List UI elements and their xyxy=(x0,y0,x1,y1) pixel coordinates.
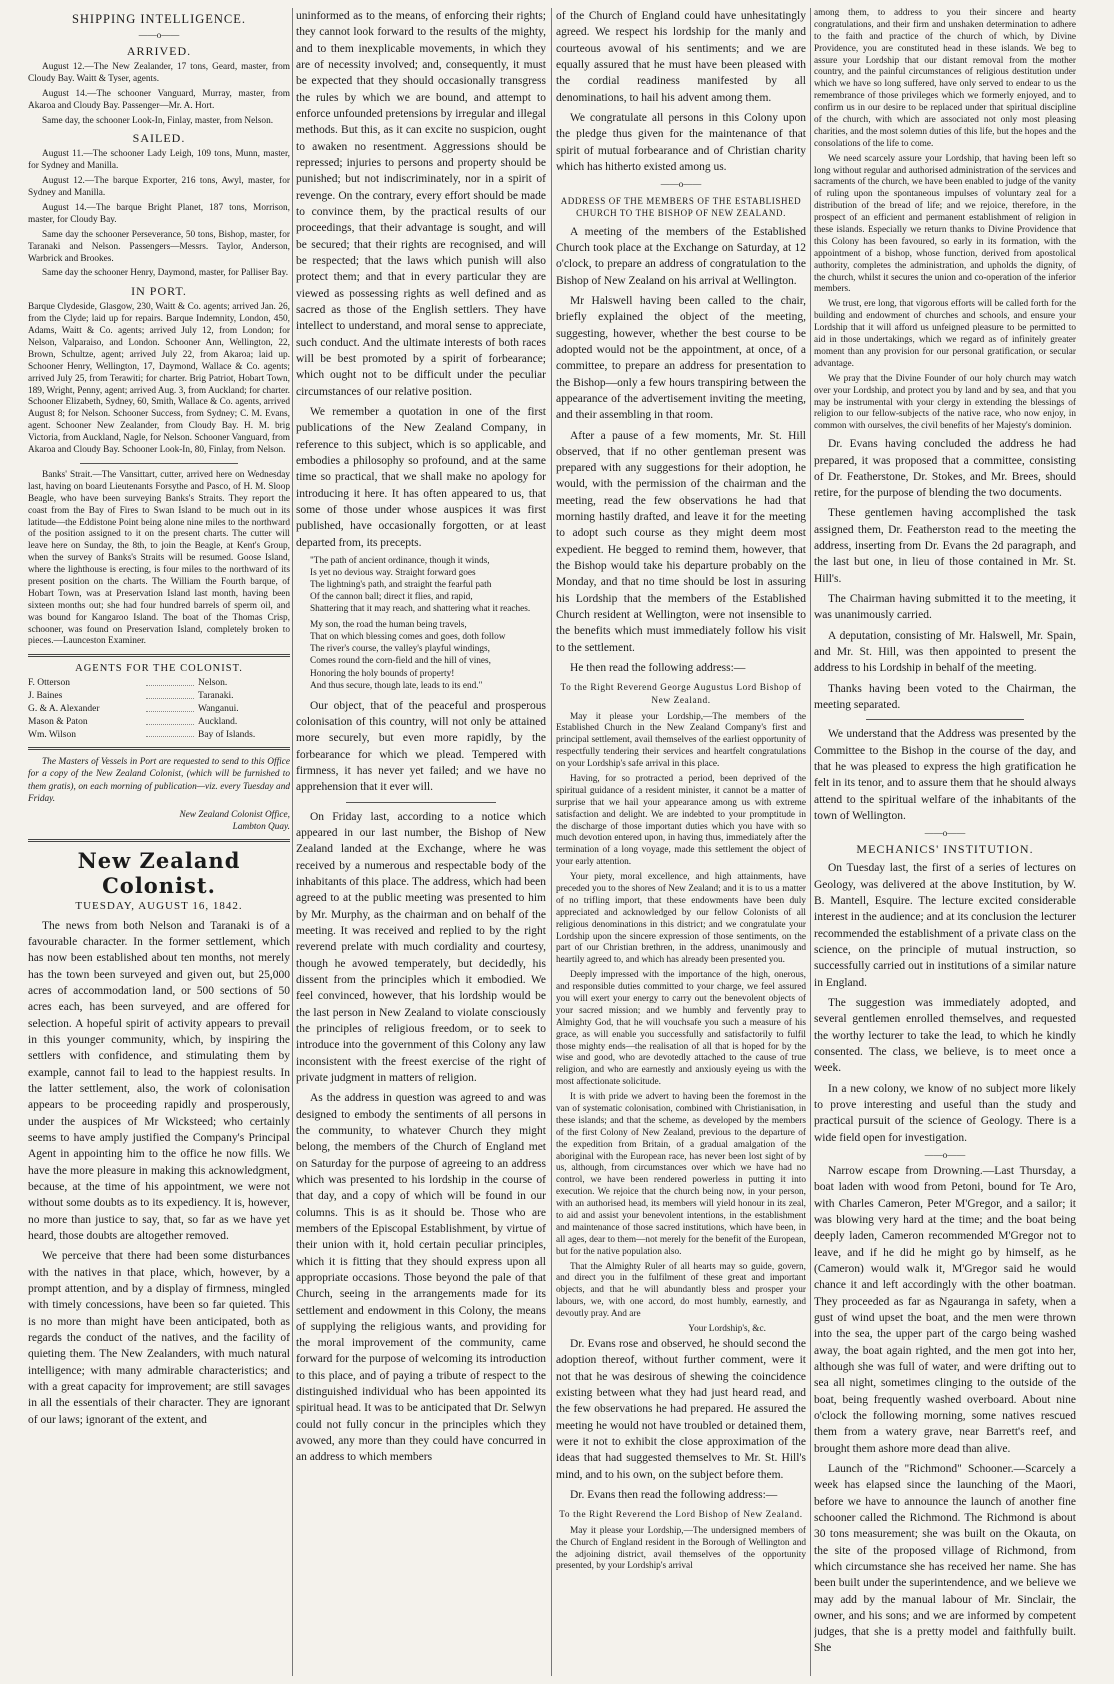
poem-line: Is yet no devious way. Straight forward goes xyxy=(310,567,476,578)
meeting-paragraph: Dr. Evans rose and observed, he should second the adoption thereof, without further comment, were it not that he was desirous of shewing the coincidence existing between what they had just heard read, and the few observations he had prepared. He assured the meeting he would not have troubled or detained them, were it not to exhibit the close approximation of the ideas that had suggested themselves to Mr. St. Hill's mind, and to his own, on the subject before them. xyxy=(556,1337,806,1481)
poem-line: "The path of ancient ordinance, though it winds, xyxy=(310,555,490,566)
heavy-rule xyxy=(28,839,290,842)
address-text-2 xyxy=(556,1526,806,1574)
meeting-paragraph: Thanks having been voted to the Chairman, the meeting separated. xyxy=(814,682,1076,712)
poem-line: Shattering that it may reach, and shattering what it reaches. xyxy=(310,604,531,615)
divider-rule xyxy=(80,463,237,464)
in-port-text: Barque Clydeside, Glasgow, 230, Waitt & Co. agents; arrived Jan. 26, from the Clyde; laid up for repairs. Barque Indemnity, London, 450, Adams, Waitt & Co. agents; arrived July 12, from London; for Nelson, Valparaiso, and London. Schooner Ann, Wellington, 22, Brown, Schultze, agent; arrived July 22, from Akaroa; laid up. Schooner Henry, Wellington, 17, Daymond, Wallace & Co. agents; arrived July 25, from Terawiti; for charter. Brig Patriot, Hobart Town, 189, Wright, Penny, agent; arrived Aug. 3, from Auckland; for charter. Schooner Elizabeth, Sydney, 60, Smith, Wallace & Co. agents, arrived August 8; for Nelson. Schooner Success, from Sydney; C. M. Evans, agent. Schooner New Zealander, from Cloudy Bay. H. M. brig Victoria, from Auckland, Nagle, for Nelson. Schooner Vanguard, from Akaroa and Cloudy Bay. Schooner Look-In, 80, Finlay, from Nelson. xyxy=(28,302,290,456)
agent-row xyxy=(28,677,290,690)
address-paragraph: We pray that the Divine Founder of our holy church may watch over your Lordship, and protect you by land and by sea, and that you may be instrumental with your clergy in extending the blessings of religion to our fellow-subjects of the native race, who now enjoy, in common with ourselves, the civil benefits of her Majesty's dominion. xyxy=(814,373,1076,432)
divider-rule xyxy=(866,719,1023,720)
agent-name: Wm. Wilson xyxy=(28,729,76,740)
editorial-paragraph: uninformed as to the means, of enforcing their rights; they cannot look forward to the results of the mighty, and to them inexplicable movements, in which they are of necessity involved; and, consequently, it must be expected that they should occasionally transgress the rules by which we are bound, and attempt to enforce unfounded pretensions by irregular and illegal methods. But this, as it can excite no suspicion, ought to awaken no resentment. Aggressions should be repressed; injuries to persons and property should be punished; but not indiscriminately, nor in a spirit of revenge. On the contrary, every effort should be made to convince them, by the practical results of our proceedings, that their advantage is sought, and will be secured; that their rights are recognised, and will be respected; that the laws which punish will also protect them; and that in every particular they are viewed as possessing rights as well defined and as sacred as those of the English settlers. They have intellect to understand, and moral sense to appreciate, such conduct. And the ultimate interests of both races will be best promoted by a spirit of forbearance; which ought not to be difficult under the peculiar circumstances of our relative position. xyxy=(296,10,546,398)
poem-line: My son, the road the human being travels, xyxy=(310,620,467,631)
poem-line: That on which blessing comes and goes, doth follow xyxy=(310,632,506,643)
agent-place: Auckland. xyxy=(198,716,238,727)
divider: ——o—— xyxy=(660,179,702,190)
editorial-paragraph: We perceive that there had been some disturbances with the natives in that place, which, however, by a prompt attention, and by a display of firmness, mingled with timely concessions, have been so far quieted. This is no more than might have been anticipated, both as regards the conduct of the natives, and the facility of quieting them. The New Zealanders, with much natural intelligence; with many admirable characteristics; and with a great capacity for improvement; are still savages in all the essentials of their character. They are ignorant of our laws; ignorant of the extent, and xyxy=(28,1250,290,1426)
address-paragraph: We trust, ere long, that vigorous efforts will be called forth for the building and endowment of churches and schools, and ensure your Lordship that it will afford us unfeigned pleasure to be permitted to aid in those undertakings, which we regard as of infinitely greater moment than any provision for our personal gratification, or secular advantage. xyxy=(814,299,1076,369)
address-paragraph: Your piety, moral excellence, and high attainments, have preceded you to the shores of New Zealand; and it is to us a matter of no trifling import, that these endowments have been duly appreciated and acknowledged by our fellow Colonists of all religious denominations in this district; and we congratulate your Lordship upon the sincere expression of those sentiments, on the part of our Christian brethren, in the address, unanimously and heartily agreed to, and which has already been presented you. xyxy=(556,872,806,966)
sailed-item: August 11.—The schooner Lady Leigh, 109 tons, Munn, master, for Sydney and Manilla. xyxy=(28,149,290,172)
news-item: Narrow escape from Drowning.—Last Thursday, a boat laden with wood from Petoni, bound for Te Aro, with Charles Cameron, Peter M'Gregor, and a sailor; it was blowing very hard at the time; and the boat being deeply laden, Cameron recommended M'Gregor not to leave, and if he did he might go by himself, as he (Cameron) would walk it, M'Gregor said he would chance it and left accordingly with the other boatman. They proceeded as far as Ngauranga in safety, when a gust of wind upset the boat, and the men were thrown into the sea, the upper part of the cargo being washed away, the boat again righted, and the men got into her, although she was full of water, and were drifting out to sea all night, sometimes clinging to the outside of the boat, being frequently washed overboard. About nine o'clock the following morning, some natives rescued them from a watery grave, near Barrett's reef, and brought them ashore more dead than alive. xyxy=(814,1164,1076,1455)
shipping-title: SHIPPING INTELLIGENCE. xyxy=(71,12,247,26)
editorial-paragraph: The news from both Nelson and Taranaki is of a favourable character. In the former settlement, which has now been established about ten months, not merely has the town been surveyed and given out, but 25,000 acres of accommodation land, or 500 sections of 50 acres each, has been surveyed, and are offered for selection. A hopeful spirit of activity appears to prevail in this younger community, which, by inspiring the settlers with confidence, and stimulating them by example, cannot fail to lead to the happiest results. In the latter settlement, also, the work of colonisation appears to be proceeding rapidly and prosperously, under the auspices of Mr Wicksteed; who certainly seems to have amply justified the Company's Principal Agent in appointing him to the office he now fills. We have the more pleasure in making this acknowledgment, because, at the time of his appointment, we were not without some doubts as to its expediency. It is, however, no more than justice to say, that, so far as we have yet heard, those doubts are altogether removed. xyxy=(28,919,290,1243)
divider: ——o—— xyxy=(924,828,966,839)
agent-row xyxy=(28,716,290,729)
sailed-item: August 12.—The barque Exporter, 216 tons, Awyl, master, for Sydney and Manilla. xyxy=(28,176,290,199)
news-item: Launch of the "Richmond" Schooner.—Scarcely a week has elapsed since the launching of the Maori, before we have to announce the launch of another fine schooner called the Richmond. The Richmond is about 30 tons measurement; she was built on the Okauta, on the site of the proposed village of Richmond, from which circumstance she has received her name. She has been built under the superintendence, and we believe we may add by the manual labour of Mr. Sinclair, the owner, and his sons; and we are informed by competent judges, that she is a pretty model and faithfully built. She xyxy=(814,1462,1076,1655)
column-rule xyxy=(292,8,293,1676)
editorial-paragraph: We remember a quotation in one of the first publications of the New Zealand Company, in reference to this subject, which is so applicable, and embodies a philosophy so profound, and at the same time so practical, that we shall make no apology for introducing it here. It has often appeared to us, that some of those under whose auspices it was first published, have occasionally forgotten, or at least departed from, its precepts. xyxy=(296,405,546,549)
mechanics-paragraph: On Tuesday last, the first of a series of lectures on Geology, was delivered at the above Institution, by W. B. Mantell, Esquire. The lecture excited considerable interest in the audience; and at its conclusion the lecturer recommended the establishment of a private class on the science, on the principle of mutual instruction, so successfully carried out in institutions of a similar nature in England. xyxy=(814,862,1076,989)
address-to-line: To the Right Reverend George Augustus Lord Bishop of New Zealand. xyxy=(560,683,802,706)
poem-line: The river's course, the valley's playful windings, xyxy=(310,644,490,655)
agents-title: AGENTS FOR THE COLONIST. xyxy=(75,663,243,675)
agents-list xyxy=(28,677,290,741)
heavy-rule xyxy=(28,654,290,657)
meeting-paragraph: We understand that the Address was presented by the Committee to the Bishop in the course of the day, and that he was pleased to express the high gratification he felt in its tenor, and to assure them that he should always attend to the spiritual welfare of the inhabitants of the town of Wellington. xyxy=(814,728,1076,823)
arrived-item: August 14.—The schooner Vanguard, Murray, master, from Akaroa and Cloudy Bay. Passenger—Mr. A. Hort. xyxy=(28,88,290,111)
divider: ——o—— xyxy=(924,1149,966,1160)
address-paragraph: Deeply impressed with the importance of the high, onerous, and responsible duties committed to your charge, we feel assured you will exert your energy to carry out the benevolent objects of your sacred mission; and we humbly and fervently pray to Almighty God, that he will vouchsafe you such a measure of his grace, as will enable you successfully and satisfactorily to fulfil those mighty ends—the realisation of all that is hoped for by the wise and good, who are devotedly attached to the cause of true religion, and who are earnestly and anxiously eyeing us with the most affectionate solicitude. xyxy=(556,970,806,1088)
address-paragraph: That the Almighty Ruler of all hearts may so guide, govern, and direct you in the fulfilment of these great and important objects, and that he will abundantly bless and prosper your labours, we, with one accord, do most humbly, earnestly, and devoutly pray. And are xyxy=(556,1261,806,1320)
arrived-list xyxy=(28,62,290,127)
sailed-title: SAILED. xyxy=(132,131,186,146)
masthead: New Zealand Colonist. xyxy=(77,847,241,898)
agent-name: J. Baines xyxy=(28,691,63,702)
meeting-paragraph: A meeting of the members of the Established Church took place at the Exchange on Saturday, at 12 o'clock, to prepare an address of congratulation to the Bishop of New Zealand on his arrival at Wellington. xyxy=(556,225,806,287)
sailed-item: Same day the schooner Henry, Daymond, master, for Palliser Bay. xyxy=(42,268,289,279)
quoted-poem xyxy=(310,555,546,692)
column-2 xyxy=(296,8,546,1676)
agent-name: F. Otterson xyxy=(28,678,70,689)
meeting-paragraph: He then read the following address:— xyxy=(570,662,746,675)
address-title: ADDRESS OF THE MEMBERS OF THE ESTABLISHED CHURCH TO THE BISHOP OF NEW ZEALAND. xyxy=(560,196,802,219)
mechanics-paragraph: In a new colony, we know of no subject more likely to prove interesting and useful than the study and practical pursuit of the science of Geology. There is a wide field open for investigation. xyxy=(814,1082,1076,1144)
poem-line: Of the cannon ball; direct it flies, and rapid, xyxy=(310,592,473,603)
address-to-line: To the Right Reverend the Lord Bishop of New Zealand. xyxy=(559,1510,803,1521)
column-4 xyxy=(814,8,1076,1676)
address-paragraph: May it please your Lordship,—The undersigned members of the Church of England resident in the Borough of Wellington and the adjoining district, avail themselves of the opportunity presented, by your Lordship's arrival xyxy=(556,1525,806,1572)
address-text-2-continued xyxy=(814,8,1076,433)
meeting-paragraph: A deputation, consisting of Mr. Halswell, Mr. Spain, and Mr. St. Hill, was then appointed to present the address to his Lordship in behalf of the meeting. xyxy=(814,629,1076,675)
in-port-list xyxy=(28,302,290,457)
arrived-item: August 12.—The New Zealander, 17 tons, Geard, master, from Cloudy Bay. Waitt & Tyser, agents. xyxy=(28,62,290,84)
poem-line: The lightning's path, and straight the fearful path xyxy=(310,579,492,590)
agent-place: Taranaki. xyxy=(198,691,234,702)
in-port-title: IN PORT. xyxy=(131,284,187,299)
column-3 xyxy=(556,8,806,1676)
notice-signature-1: New Zealand Colonist Office, xyxy=(179,809,290,820)
dateline: TUESDAY, AUGUST 16, 1842. xyxy=(75,899,243,912)
bishop-article-paragraph: As the address in question was agreed to and was designed to embody the sentiments of all persons in the community, to whatever Church they might belong, the members of the Church of England met on Saturday for the purpose of agreeing to an address which was presented to his lordship in the course of that day, and a copy of which will be found in our columns. This is as it should be. Those who are members of the Episcopal Establishment, by virtue of their union with it, hold certain peculiar principles, which it is fitting that they should express upon all appropriate occasions. Those beyond the pale of that Church, seeing in the arrangements made for its settlement and endowment in this Colony, the means of supplying the religious wants, and providing for the moral improvement of the community, came forward for the purpose of welcoming its introduction to this place, and of paying a tribute of respect to the distinguished individual who has been appointed its spiritual head. It was to be anticipated that Dr. Selwyn could not fully concur in the principles which they avowed, any more than they could have concurred in an address to which members xyxy=(296,1092,546,1464)
agent-row xyxy=(28,703,290,716)
meeting-paragraph: Dr. Evans then read the following address:— xyxy=(570,1488,778,1501)
banks-strait-article xyxy=(28,470,290,648)
agent-place: Wanganui. xyxy=(198,703,239,714)
agent-place: Bay of Islands. xyxy=(198,729,256,740)
mechanics-title: MECHANICS' INSTITUTION. xyxy=(856,842,1034,857)
sailed-item: Same day the schooner Perseverance, 50 tons, Bishop, master, for Taranaki and Nelson. Passengers—Messrs. Taylor, Anderson, Warbrick and Brookes. xyxy=(28,229,290,264)
bishop-article-paragraph: of the Church of England could have unhesitatingly agreed. We respect his lordship for the manly and courteous avowal of his sentiments; and we are equally assured that he must have been pleased with the cordial readiness manifested by all denominations, to hail his advent among them. xyxy=(556,10,806,104)
address-paragraph: May it please your Lordship,—The members of the Established Church in the New Zealand Company's first and principal settlement, avail themselves of the earliest opportunity of respectfully tendering their services and heartfelt congratulations on your Lordship's safe arrival in this place. xyxy=(556,711,806,770)
divider-rule xyxy=(346,802,496,803)
poem-line: Comes round the corn-field and the hill of vines, xyxy=(310,656,491,667)
agent-name: Mason & Paton xyxy=(28,716,88,727)
editorial xyxy=(28,918,290,1428)
agent-row xyxy=(28,729,290,742)
arrived-title: ARRIVED. xyxy=(126,44,192,58)
agent-row xyxy=(28,690,290,703)
poem-line: And thus secure, though late, leads to its end." xyxy=(310,680,483,691)
address-paragraph: We need scarcely assure your Lordship, that having been left so long without regular and authorised administration of the services and sacraments of the church, we have been enabled to judge of the vanity of ruling upon the spontaneous impulses of voluntary zeal for a distribution of the bread of life; and we rejoice, therefore, in the prospect of an efficient and permanent establishment of religion in these islands. Especially we return thanks to Divine Providence that this Colony has been favoured, so early in its formation, with the appointment of a bishop, whose function, derived from apostolical authority, completes the administration, and upholds the dignity, of the church, whilst it secures the union and co-operation of the inferior members. xyxy=(814,153,1076,295)
heavy-rule xyxy=(28,747,290,750)
address-paragraph: among them, to address to you their sincere and hearty congratulations, and their firm and unshaken determination to adhere to the faith and practice of the church of which, by Divine Providence, you are constituted head in these islands. We beg to assure your Lordship that our distant removal from the mother country, and the painful circumstances of religious destitution under which we have so long suffered, have only served to endear to us the remembrance of those privileges which we formerly enjoyed, and to confirm us in our desire to be replaced under that spiritual discipline of the church, with which are associated not only most pleasing charities, and the most solemn duties of this life, but the hopes and the consolations of the life to come. xyxy=(814,8,1076,149)
bishop-article-paragraph: We congratulate all persons in this Colony upon the pledge thus given for the maintenance of that spirit of mutual forbearance and of Christian charity which has hitherto existed among us. xyxy=(556,111,806,173)
meeting-paragraph: Dr. Evans having concluded the address he had prepared, it was proposed that a committee, consisting of Dr. Featherstone, Dr. Stokes, and Mr. Brees, should retire, for the purpose of blending the two documents. xyxy=(814,438,1076,500)
agent-name: G. & A. Alexander xyxy=(28,703,100,714)
agent-place: Nelson. xyxy=(198,678,228,689)
meeting-paragraph: These gentlemen having accomplished the task assigned them, Dr. Featherston read to the meeting the address, inserting from Dr. Evans the 2d paragraph, and the last but one, in lieu of those contained in Mr. St. Hill's. xyxy=(814,507,1076,585)
sailed-list xyxy=(28,149,290,280)
address-close: Your Lordship's, &c. xyxy=(688,1324,766,1335)
meeting-conclusion xyxy=(814,436,1076,1657)
meeting-paragraph: The Chairman having submitted it to the meeting, it was unanimously carried. xyxy=(814,593,1076,622)
sailed-item: August 14.—The barque Bright Planet, 187 tons, Morrison, master, for Cloudy Bay. xyxy=(28,203,290,225)
masters-notice: The Masters of Vessels in Port are requested to send to this Office for a copy of the New Zealand Colonist, (which will be furnished to them gratis), on each morning of publication—viz. every Tuesday and Friday. xyxy=(28,757,290,804)
meeting-paragraph: Mr Halswell having been called to the chair, briefly explained the object of the meeting, suggesting, however, whether the best course to be adopted would not be the appointment, at once, of a committee, to prepare an address for presentation to the Bishop—only a few hours transpiring between the appearance of the advertisement inviting the meeting, and their assembling in that room. xyxy=(556,294,806,422)
divider: ——o—— xyxy=(138,30,180,40)
address-text xyxy=(556,712,806,1336)
arrived-item: Same day, the schooner Look-In, Finlay, master, from Nelson. xyxy=(42,115,274,126)
notice-signature-2: Lambton Quay. xyxy=(232,821,290,832)
poem-line: Honoring the holy bounds of property! xyxy=(310,668,455,679)
column-rule xyxy=(810,8,811,1676)
meeting-paragraph: After a pause of a few moments, Mr. St. Hill observed, that if no other gentleman present was prepared with any suggestions for their adoption, he would, with the permission of the chairman and the meeting, read the few observations he had that morning hastily drafted, and leave it for the meeting to adopt such course as they might deem most expedient. He begged to remind them, however, that the Bishop would take his departure probably on the Monday, and that no time should be lost in assuring his Lordship that the members of the Established Church resident at Wellington, were not insensible to the benefits which must immediately follow his visit to the settlement. xyxy=(556,429,806,654)
column-1 xyxy=(28,8,290,1676)
editorial-paragraph: Our object, that of the peaceful and prosperous colonisation of this country, will not only be attained more securely, but even more rapidly, by the forbearance for which we plead. Tempered with firmness, it has never yet failed; and we have no apprehension that it ever will. xyxy=(296,699,546,794)
mechanics-paragraph: The suggestion was immediately adopted, and several gentlemen enrolled themselves, and requested the worthy lecturer to take the lead, to which he kindly consented. The class, we believe, is to meet once a week. xyxy=(814,997,1076,1075)
bishop-article-paragraph: On Friday last, according to a notice which appeared in our last number, the Bishop of New Zealand landed at the Exchange, where he was received by a numerous and respectable body of the inhabitants of this place. The address, which had been agreed to at the public meeting was presented to him by Mr. Murphy, as the chairman and on behalf of the meeting. It was received and replied to by the right reverend prelate with much cordiality and courtesy, though he avowed temperately, but decidedly, his dissent from the principles which it embodied. We feel convinced, however, that his lordship would be the last person in New Zealand to violate consciously the principles of religious freedom, or to seek to introduce into the government of this Colony any law inconsistent with the freest exercise of the right of private judgment in matters of religion. xyxy=(296,810,546,1084)
address-paragraph: It is with pride we advert to having been the foremost in the van of systematic colonisation, combined with Christianisation, in these islands; and that the scheme, as developed by the members of the first Colony of New Zealand, previous to the departure of the expedition from Britain, of a gradual amalgation of the aboriginal with the European race, has never been lost sight of by us, although, from circumstances over which we have had no control, we have been rendered powerless in putting it into execution. We rejoice that the church being now, in your person, with an authorised head, its members will yield honour in its zeal, to aid and assist your benevolent intentions, in the establishment and maintenance of those sacred institutions, which have been, in all ages, dear to them—not merely for the benefit of the European, but for the native population also. xyxy=(556,1092,806,1257)
column-rule xyxy=(551,8,552,1676)
address-paragraph: Having, for so protracted a period, been deprived of the spiritual guidance of a resident minister, it cannot be a matter of surprise that we hail your appearance among us with extreme satisfaction and delight. We are indebted to your promptitude in the discharge of those important duties which you have with so much devotion entered upon, in having thus, immediately after the termination of a long voyage, made this settlement the object of your early attention. xyxy=(556,773,806,868)
banks-strait-text: Banks' Strait.—The Vansittart, cutter, arrived here on Wednesday last, having on board Lieutenants Forsythe and Pasco, of H. M. Sloop Beagle, who have been surveying Banks's Straits. They report the coast from the Bay of Fires to Swan Island to be much out in its latitude—the Eddistone Point being alone nine miles to the northward of the position assigned to it on the present charts. The cutter will leave here on Sunday, the 8th, to join the Beagle, at Kent's Group, when the survey of Banks's Straits will be resumed. Goose Island, where the lighthouse is erecting, is four miles to the northward of its present position on the charts. The William the Fourth barque, of Hobart Town, was at Preservation Island last month, having been sixteen months out; she had four hundred barrels of sperm oil, and was bound for Kangaroo Island. The boat of the Thomas Crisp, schooner, was found on Preservation Island, completely broken to pieces.—Launceston Examiner. xyxy=(28,469,290,647)
